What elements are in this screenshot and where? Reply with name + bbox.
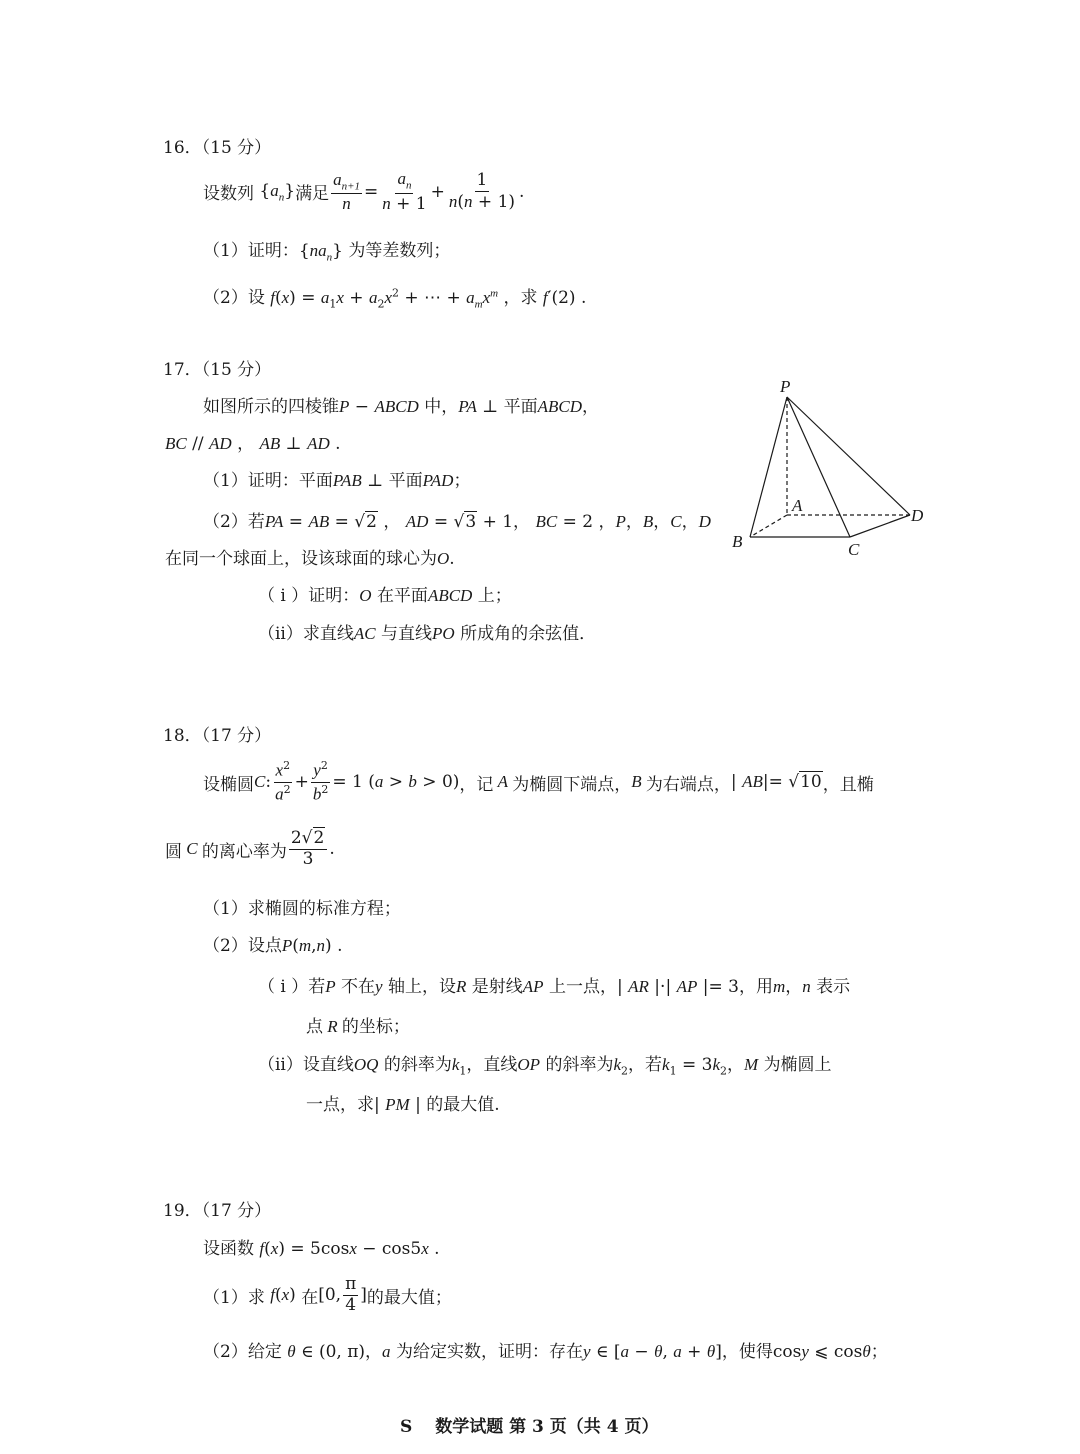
q19-header: 19．（17 分） bbox=[163, 1201, 272, 1221]
q18-sub1-line2: 点 R 的坐标； bbox=[306, 1017, 410, 1037]
label-a: A bbox=[792, 496, 803, 515]
q16-header: 16．（15 分） bbox=[163, 138, 272, 158]
q17-part1: （1）证明：平面PAB ⊥ 平面PAD； bbox=[203, 471, 471, 491]
label-b: B bbox=[732, 532, 743, 551]
q19-part2: （2）给定 θ ∈ (0, π)，a 为给定实数，证明：存在y ∈ [a − θ, a + θ]，使得cosy ⩽ cosθ； bbox=[203, 1342, 888, 1362]
q16-part2: （2）设 $f(x) = a_1x + a_2x^2$ + ⋯ + $a_mx^m$ ，求 f′(2) . bbox=[203, 286, 587, 311]
label-p: P bbox=[780, 377, 791, 396]
pyramid-diagram bbox=[720, 375, 940, 560]
q17-part2: （2）若PA = AB = √2 ， AD = √3 + 1， BC = 2 ，P，B，C，D bbox=[203, 512, 711, 532]
q18-header: 18．（17 分） bbox=[163, 726, 272, 746]
q17-sub1: （ i ）证明：O 在平面ABCD 上； bbox=[258, 586, 512, 606]
q19-intro: 设函数 f(x) = 5cosx − cos5x . bbox=[203, 1239, 440, 1259]
edge-pb bbox=[750, 397, 787, 537]
q17-intro-line1: 如图所示的四棱锥P − ABCD 中，PA ⊥ 平面ABCD， bbox=[203, 397, 600, 417]
q18-sub2: （ii）设直线OQ 的斜率为$k_1$，直线OP 的斜率为$k_2$，若$k_1 = 3k_2$，M 为椭圆上 bbox=[258, 1055, 832, 1078]
q18-intro: 设椭圆 C : $\frac{x^2}{a^2}$ + $\frac{y^2}{b^2}$ = 1 (a > b > 0) ，记 A 为椭圆下端点， B 为右端点， | AB|= √10 ，且椭 bbox=[203, 759, 874, 804]
q17-header: 17．（15 分） bbox=[163, 360, 272, 380]
q18-intro-line2: 圆 C 的离心率为 $\frac{2√2}{3}$ . bbox=[165, 828, 335, 869]
q18-part2: （2）设点P(m,n) . bbox=[203, 936, 343, 956]
edge-pd bbox=[787, 397, 910, 515]
q16-part1: （1）证明：$\{na_n\}$ 为等差数列； bbox=[203, 241, 451, 264]
q17-intro-line2: BC // AD ， AB ⊥ AD . bbox=[165, 434, 341, 454]
q18-sub2-line2: 一点，求| PM | 的最大值. bbox=[306, 1095, 500, 1115]
edge-pc bbox=[787, 397, 850, 537]
q17-part2-line2: 在同一个球面上，设该球面的球心为O. bbox=[165, 549, 455, 569]
label-c: C bbox=[848, 540, 860, 559]
q18-sub1: （ i ）若P 不在y 轴上，设R 是射线AP 上一点，| AR |·| AP |= 3，用m，n 表示 bbox=[258, 977, 851, 997]
edge-cd bbox=[850, 515, 910, 537]
page-footer: S 数学试题 第 3 页（共 4 页） bbox=[400, 1417, 659, 1437]
q17-sub2: （ii）求直线AC 与直线PO 所成角的余弦值． bbox=[258, 624, 597, 644]
label-d: D bbox=[911, 506, 924, 525]
q19-part1: （1）求 f(x) 在 [0, $\frac{\pi}{4}$ ] 的最大值； bbox=[203, 1274, 452, 1315]
q18-part1: （1）求椭圆的标准方程； bbox=[203, 899, 401, 919]
q16-intro-text: 设数列 bbox=[203, 184, 254, 205]
q16-intro: 设数列 $\{a_n\}$ 满足 $\frac{a_{n+1}}{n}$ = $\frac{a_n}{n + 1}$ + $\frac{1}{n(n + 1)}$ . bbox=[203, 169, 525, 214]
